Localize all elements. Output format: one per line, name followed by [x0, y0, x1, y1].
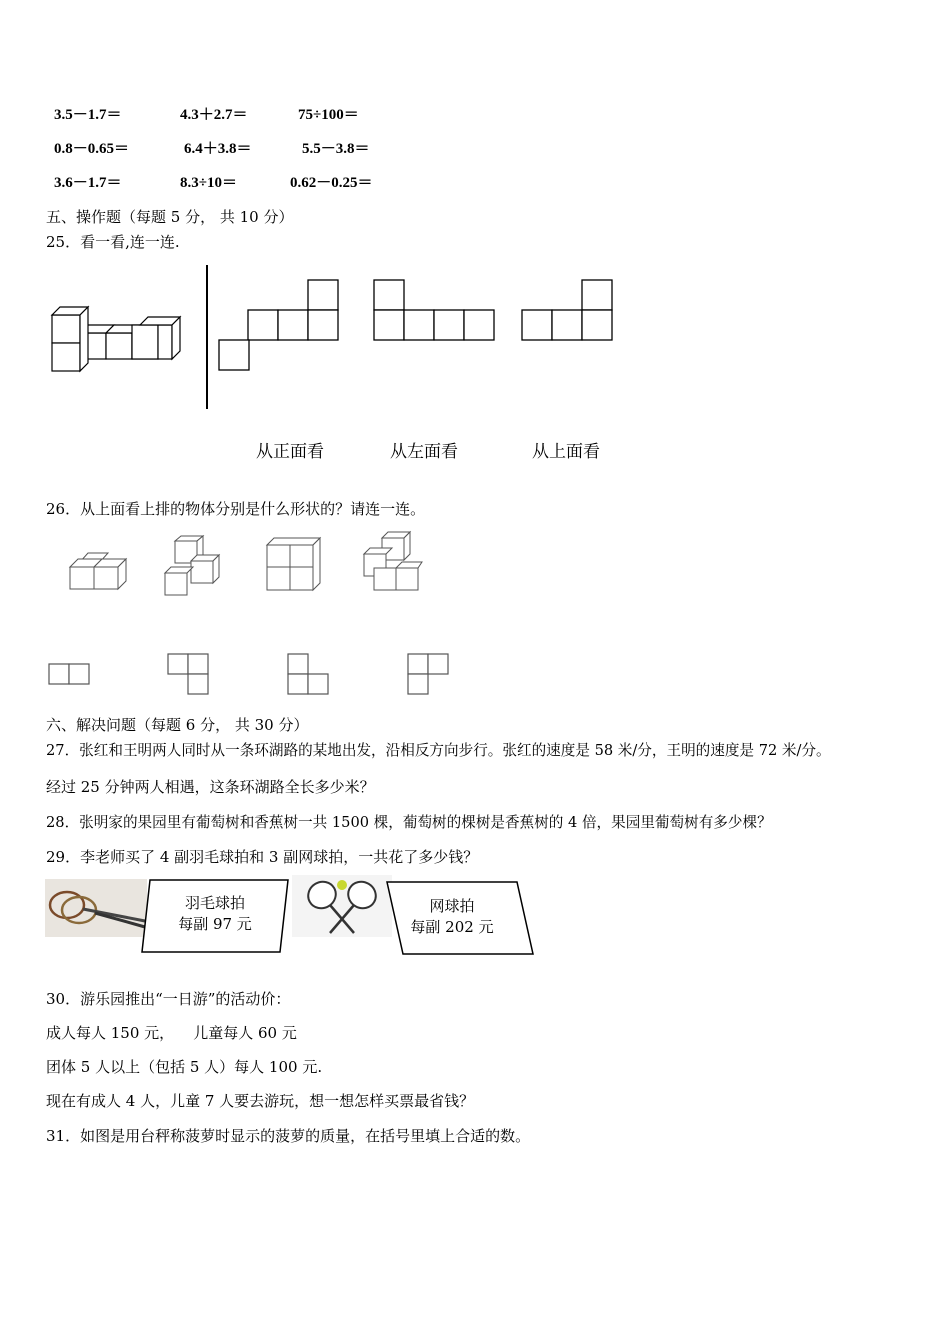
question-28: 28．张明家的果园里有葡萄树和香蕉树一共 1500 棵，葡萄树的棵树是香蕉树的 4 倍，果园里葡萄树有多少棵？: [46, 814, 772, 831]
calc-3-1: 3.6－1.7＝: [54, 175, 122, 191]
section5-title: 五、操作题（每题 5 分， 共 10 分）: [46, 208, 294, 226]
top-view-4: [406, 652, 450, 696]
top-view-3: [286, 652, 330, 696]
divider-line: [206, 265, 208, 409]
cube-object-4: [360, 530, 422, 592]
tennis-price: 每副 202 元: [410, 918, 494, 936]
cube-object-3: [264, 535, 324, 597]
tennis-name: 网球拍: [429, 897, 475, 915]
view-grid-c: [521, 279, 616, 341]
calc-1-3: 75÷100＝: [298, 107, 359, 123]
calc-2-2: 6.4＋3.8＝: [184, 141, 252, 157]
calc-3-3: 0.62－0.25＝: [290, 175, 373, 191]
badminton-price: 每副 97 元: [178, 915, 252, 933]
section6-title: 六、解决问题（每题 6 分， 共 30 分）: [46, 716, 309, 734]
cube-object-2: [163, 535, 223, 595]
badminton-racket-image: [45, 879, 147, 937]
calc-3-2: 8.3÷10＝: [180, 175, 237, 191]
question-25: 25．看一看,连一连.: [46, 233, 180, 251]
top-view-1: [47, 662, 91, 686]
question-30-line2: 成人每人 150 元， 儿童每人 60 元: [46, 1024, 297, 1042]
badminton-label: [165, 893, 265, 935]
question-26: 26．从上面看上排的物体分别是什么形状的？请连一连。: [46, 500, 426, 518]
calc-2-1: 0.8－0.65＝: [54, 141, 130, 157]
calc-1-2: 4.3＋2.7＝: [180, 107, 248, 123]
calc-2-3: 5.5－3.8＝: [302, 141, 370, 157]
view-grid-b: [373, 279, 498, 341]
question-29: 29．李老师买了 4 副羽毛球拍和 3 副网球拍，一共花了多少钱？: [46, 848, 479, 866]
top-view-2: [166, 652, 210, 696]
view-label-left: 从左面看: [390, 442, 458, 462]
tennis-label: [397, 896, 507, 938]
badminton-name: 羽毛球拍: [184, 894, 245, 912]
tennis-racket-image: [292, 875, 392, 937]
question-30-line1: 30．游乐园推出“一日游”的活动价：: [46, 990, 291, 1008]
view-label-front: 从正面看: [256, 442, 324, 462]
view-grid-a: [218, 279, 343, 371]
question-31: 31．如图是用台秤称菠萝时显示的菠萝的质量，在括号里填上合适的数。: [46, 1127, 531, 1145]
question-30-line3: 团体 5 人以上（包括 5 人）每人 100 元.: [46, 1058, 323, 1076]
view-label-top: 从上面看: [532, 442, 600, 462]
question-30-line4: 现在有成人 4 人，儿童 7 人要去游玩，想一想怎样买票最省钱？: [46, 1092, 475, 1110]
question-27-line2: 经过 25 分钟两人相遇，这条环湖路全长多少米？: [46, 778, 375, 796]
calc-1-1: 3.5－1.7＝: [54, 107, 122, 123]
question-27-line1: 27．张红和王明两人同时从一条环湖路的某地出发，沿相反方向步行。张红的速度是 58 米/分，王明的速度是 72 米/分。: [46, 742, 831, 759]
cube-object-1: [66, 545, 126, 595]
